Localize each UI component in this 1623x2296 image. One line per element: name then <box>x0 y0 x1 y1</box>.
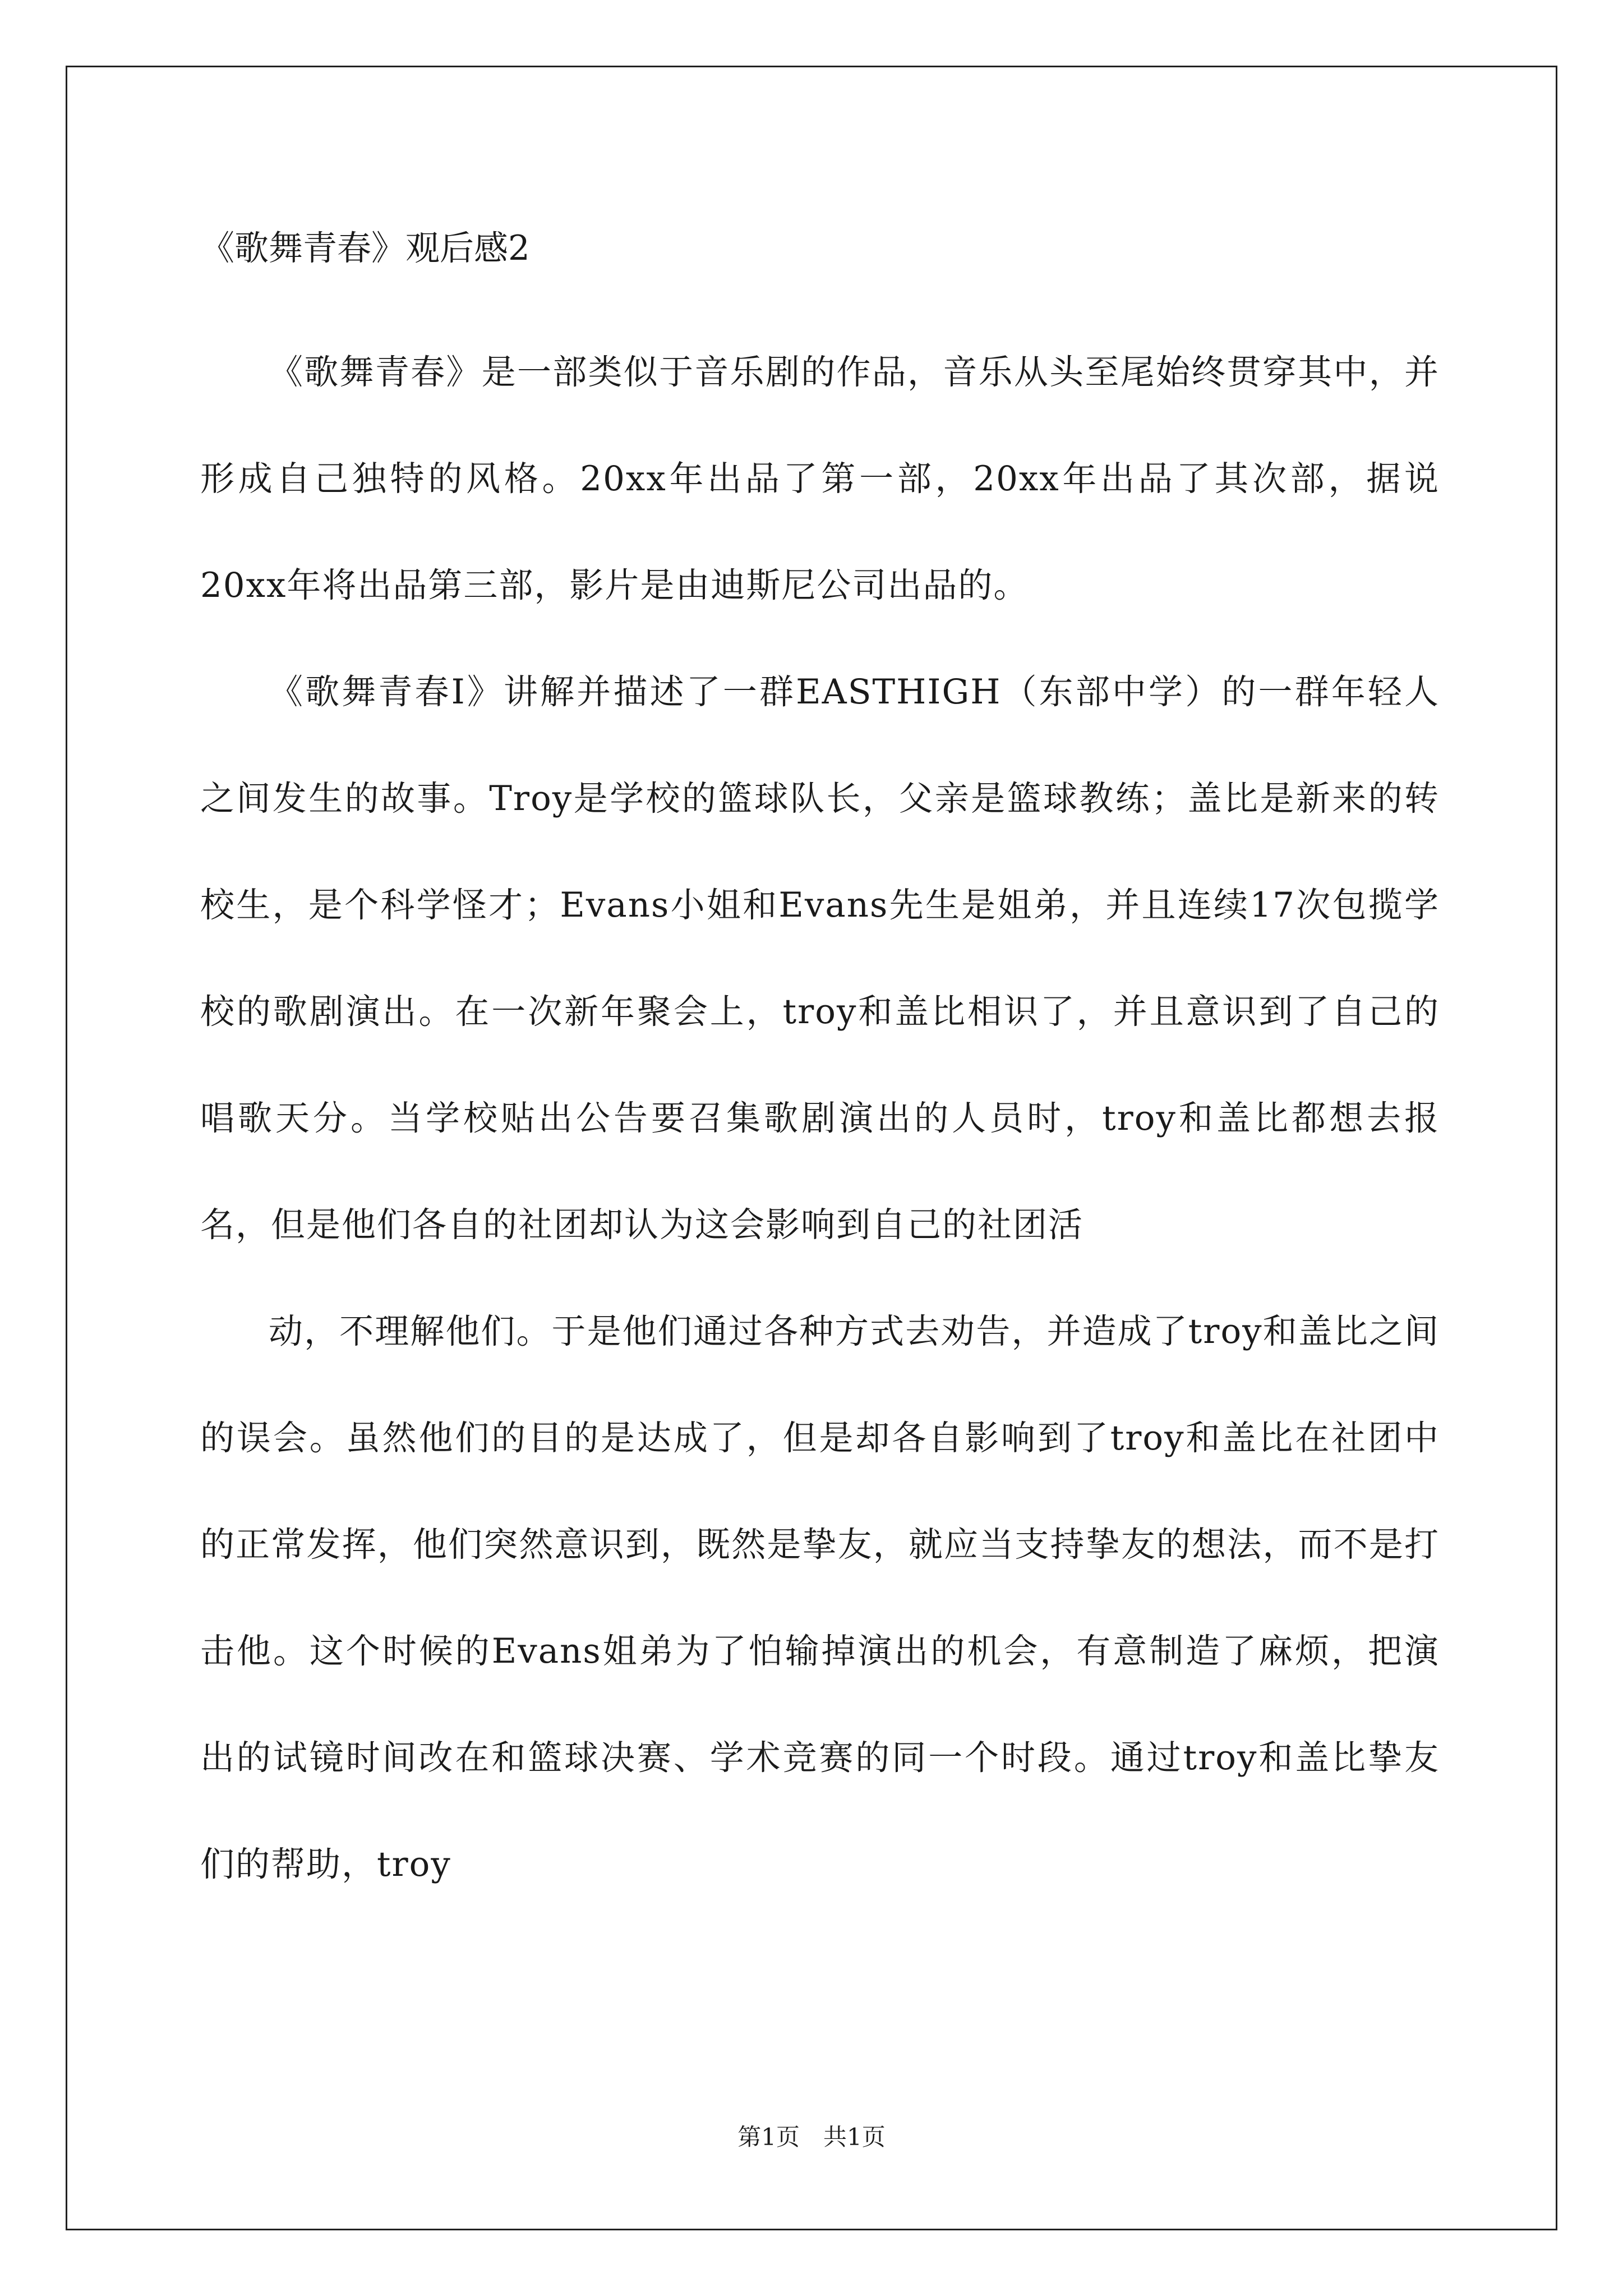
document-body <box>200 222 1440 1918</box>
paragraph-intro: 《歌舞青春》是一部类似于音乐剧的作品，音乐从头至尾始终贯穿其中，并形成自己独特的风格。20xx年出品了第一部，20xx年出品了其次部，据说20xx年将出品第三部，影片是由迪斯尼公司出品的。 <box>200 352 1440 605</box>
paragraph-continuation: 动，不理解他们。于是他们通过各种方式去劝告，并造成了troy和盖比之间的误会。虽然他们的目的是达成了，但是却各自影响到了troy和盖比在社团中的正常发挥，他们突然意识到，既然是挚友，就应当支持挚友的想法，而不是打击他。这个时候的Evans姐弟为了怕输掉演出的机会，有意制造了麻烦，把演出的试镜时间改在和篮球决赛、学术竞赛的同一个时段。通过troy和盖比挚友们的帮助，troy <box>200 1312 1440 1884</box>
document-title: 《歌舞青春》观后感2 <box>200 228 530 268</box>
paragraph-plot: 《歌舞青春I》讲解并描述了一群EASTHIGH（东部中学）的一群年轻人之间发生的故事。Troy是学校的篮球队长，父亲是篮球教练；盖比是新来的转校生，是个科学怪才；Evans小姐和Evans先生是姐弟，并且连续17次包揽学校的歌剧演出。在一次新年聚会上，troy和盖比相识了，并且意识到了自己的唱歌天分。当学校贴出公告要召集歌剧演出的人员时，troy和盖比都想去报名，但是他们各自的社团却认为这会影响到自己的社团活 <box>200 672 1440 1245</box>
page-footer: 第1页 共1页 <box>737 2123 886 2151</box>
